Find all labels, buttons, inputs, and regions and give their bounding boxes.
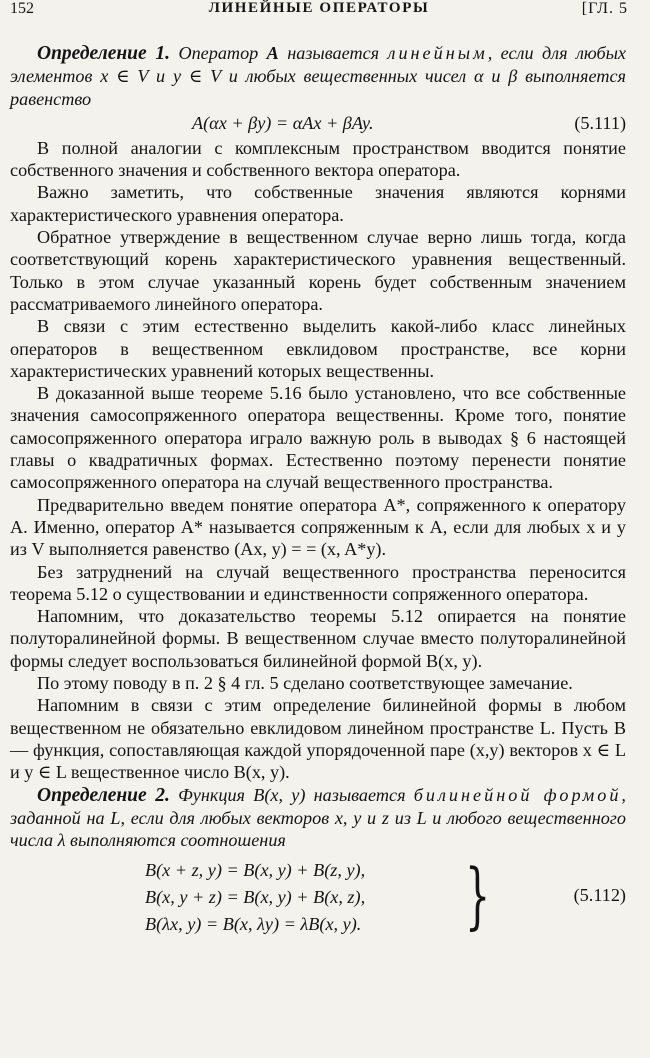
equation-line: B(x, y + z) = B(x, y) + B(x, z), <box>145 887 366 908</box>
definition-1-term: линейным <box>387 43 488 63</box>
paragraph: Обратное утверждение в вещественном случае верно лишь тогда, когда соответствующий корень характеристического уравнения вещественный. Только в этом случае указанный корень будет собственным значением рассматриваемого линейного оператора. <box>10 227 626 314</box>
running-header <box>10 0 628 20</box>
equation-line: B(λx, y) = B(x, λy) = λB(x, y). <box>145 914 362 935</box>
definition-2-heading: Определение 2. <box>37 784 170 806</box>
paragraph: В полной аналогии с комплексным пространством вводится понятие собственного значения и собственного вектора оператора. <box>10 137 626 181</box>
equation-line: B(x + z, y) = B(x, y) + B(z, y), <box>145 860 366 881</box>
equation-5-111 <box>10 110 626 137</box>
page-body <box>10 42 626 939</box>
equation-5-111-formula: A(αx + βy) = αAx + βAy. <box>192 112 374 133</box>
definition-1-operator: A <box>266 43 279 63</box>
equation-system-lines <box>145 857 365 938</box>
definition-2-text-b: , заданной на L, если для любых векторов x, y и z из L и любого вещественного числа λ выполняются соотношения <box>10 784 626 851</box>
definition-2-text-a: Функция B(x, y) называется <box>169 784 414 805</box>
paragraph: Предварительно введем понятие оператора A*, сопряженного к оператору A. Именно, оператор A* называется сопряженным к A, если для любых x и y из V выполняется равенство (Ax, y) = = (x, A*y). <box>10 494 626 560</box>
page-number: 152 <box>10 0 34 17</box>
paragraph: В доказанной выше теореме 5.16 было установлено, что все собственные значения самосопряженного оператора вещественны. Кроме того, понятие самосопряженного оператора играло важную роль в выводах § 6 настоящей главы о квадратичных формах. Естественно поэтому перенести понятие самосопряженного оператора на случай вещественного пространства. <box>10 383 626 493</box>
paragraph: По этому поводу в п. 2 § 4 гл. 5 сделано соответствующее замечание. <box>37 673 573 694</box>
paragraph: Важно заметить, что собственные значения являются корнями характеристического уравнения оператора. <box>10 182 626 225</box>
paragraph: В связи с этим естественно выделить какой-либо класс линейных операторов в вещественном евклидовом пространстве, все корни характеристических уравнений которых вещественны. <box>10 316 626 381</box>
right-brace: } <box>465 853 491 938</box>
equation-5-112-number: (5.112) <box>573 885 626 906</box>
paragraph: Напомним, что доказательство теоремы 5.12 опирается на понятие полуторалинейной формы. В вещественном случае вместо полуторалинейной формы следует воспользоваться билинейной формой B(x, y). <box>10 606 626 671</box>
paragraph: Без затруднений на случай вещественного пространства переносится теорема 5.12 о существовании и единственности сопряженного оператора. <box>10 561 626 604</box>
definition-1-text-b: называется <box>278 43 388 63</box>
chapter-label: [ГЛ. 5 <box>581 0 628 17</box>
definition-1-text-c: , если для любых элементов x ∈ V и y ∈ V и любых вещественных чисел α и β выполняется равенство <box>10 43 627 109</box>
definition-1 <box>10 42 626 110</box>
definition-2-term: билинейной формой <box>413 784 622 805</box>
paragraph: Напомним в связи с этим определение билинейной формы в любом вещественном не обязательно евклидовом линейном пространстве L. Пусть B — функция, сопоставляющая каждой упорядоченной паре (x,y) векторов x ∈ L и y ∈ L вещественное число B(x, y). <box>10 695 626 783</box>
definition-2 <box>10 784 626 852</box>
definition-1-text-a: Оператор <box>170 43 267 63</box>
equation-5-111-number: (5.111) <box>574 112 626 133</box>
running-title: ЛИНЕЙНЫЕ ОПЕРАТОРЫ <box>208 0 430 16</box>
equation-5-112 <box>10 853 626 939</box>
definition-1-heading: Определение 1. <box>37 43 171 64</box>
